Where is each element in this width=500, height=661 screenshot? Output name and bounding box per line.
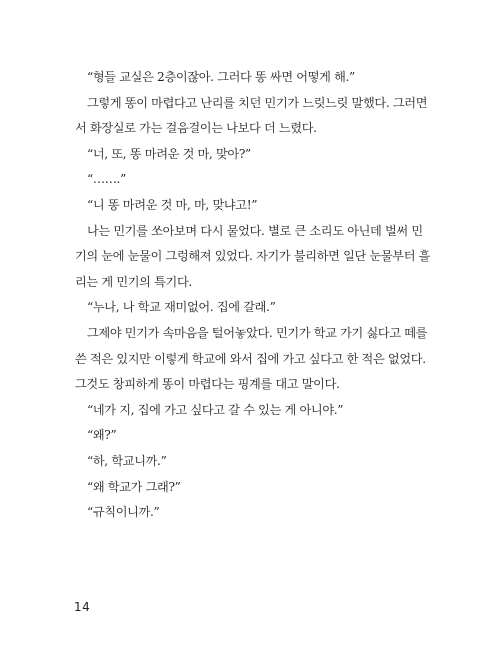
text-line: “규칙이니까.”	[87, 505, 160, 520]
page-number: 14	[74, 600, 91, 614]
body-text	[75, 65, 431, 526]
text-line: 쓴 적은 있지만 이렇게 학교에 와서 집에 가고 싶다고 한 적은 없었다.	[75, 351, 426, 366]
text-line: 리는 게 민기의 특기다.	[75, 274, 192, 289]
text-line: 서 화장실로 가는 걸음걸이는 나보다 더 느렸다.	[75, 121, 317, 136]
text-line: 그렇게 똥이 마렵다고 난리를 치던 민기가 느릿느릿 말했다. 그러면	[87, 95, 428, 110]
text-line: “…….”	[87, 172, 126, 187]
text-line: “하, 학교니까.”	[87, 453, 167, 468]
text-line: 그제야 민기가 속마음을 털어놓았다. 민기가 학교 가기 싫다고 떼를	[87, 325, 428, 340]
text-line: “너, 또, 똥 마려운 것 마, 맞아?”	[87, 146, 251, 161]
text-line: “네가 지, 집에 가고 싶다고 갈 수 있는 게 아니야.”	[87, 402, 344, 417]
text-line: “니 똥 마려운 것 마, 마, 맞냐고!”	[87, 197, 258, 212]
text-line: 기의 눈에 눈물이 그렁해져 있었다. 자기가 불리하면 일단 눈물부터 흘	[75, 249, 431, 264]
text-line: “누나, 나 학교 재미없어. 집에 갈래.”	[87, 300, 276, 315]
text-line: 나는 민기를 쏘아보며 다시 물었다. 별로 큰 소리도 아닌데 벌써 민	[87, 223, 423, 238]
text-line: “형들 교실은 2층이잖아. 그러다 똥 싸면 어떻게 해.”	[87, 70, 355, 84]
text-line: “왜?”	[87, 428, 117, 443]
text-line: 그것도 창피하게 똥이 마렵다는 핑계를 대고 말이다.	[75, 377, 340, 392]
text-line: “왜 학교가 그래?”	[87, 479, 181, 494]
